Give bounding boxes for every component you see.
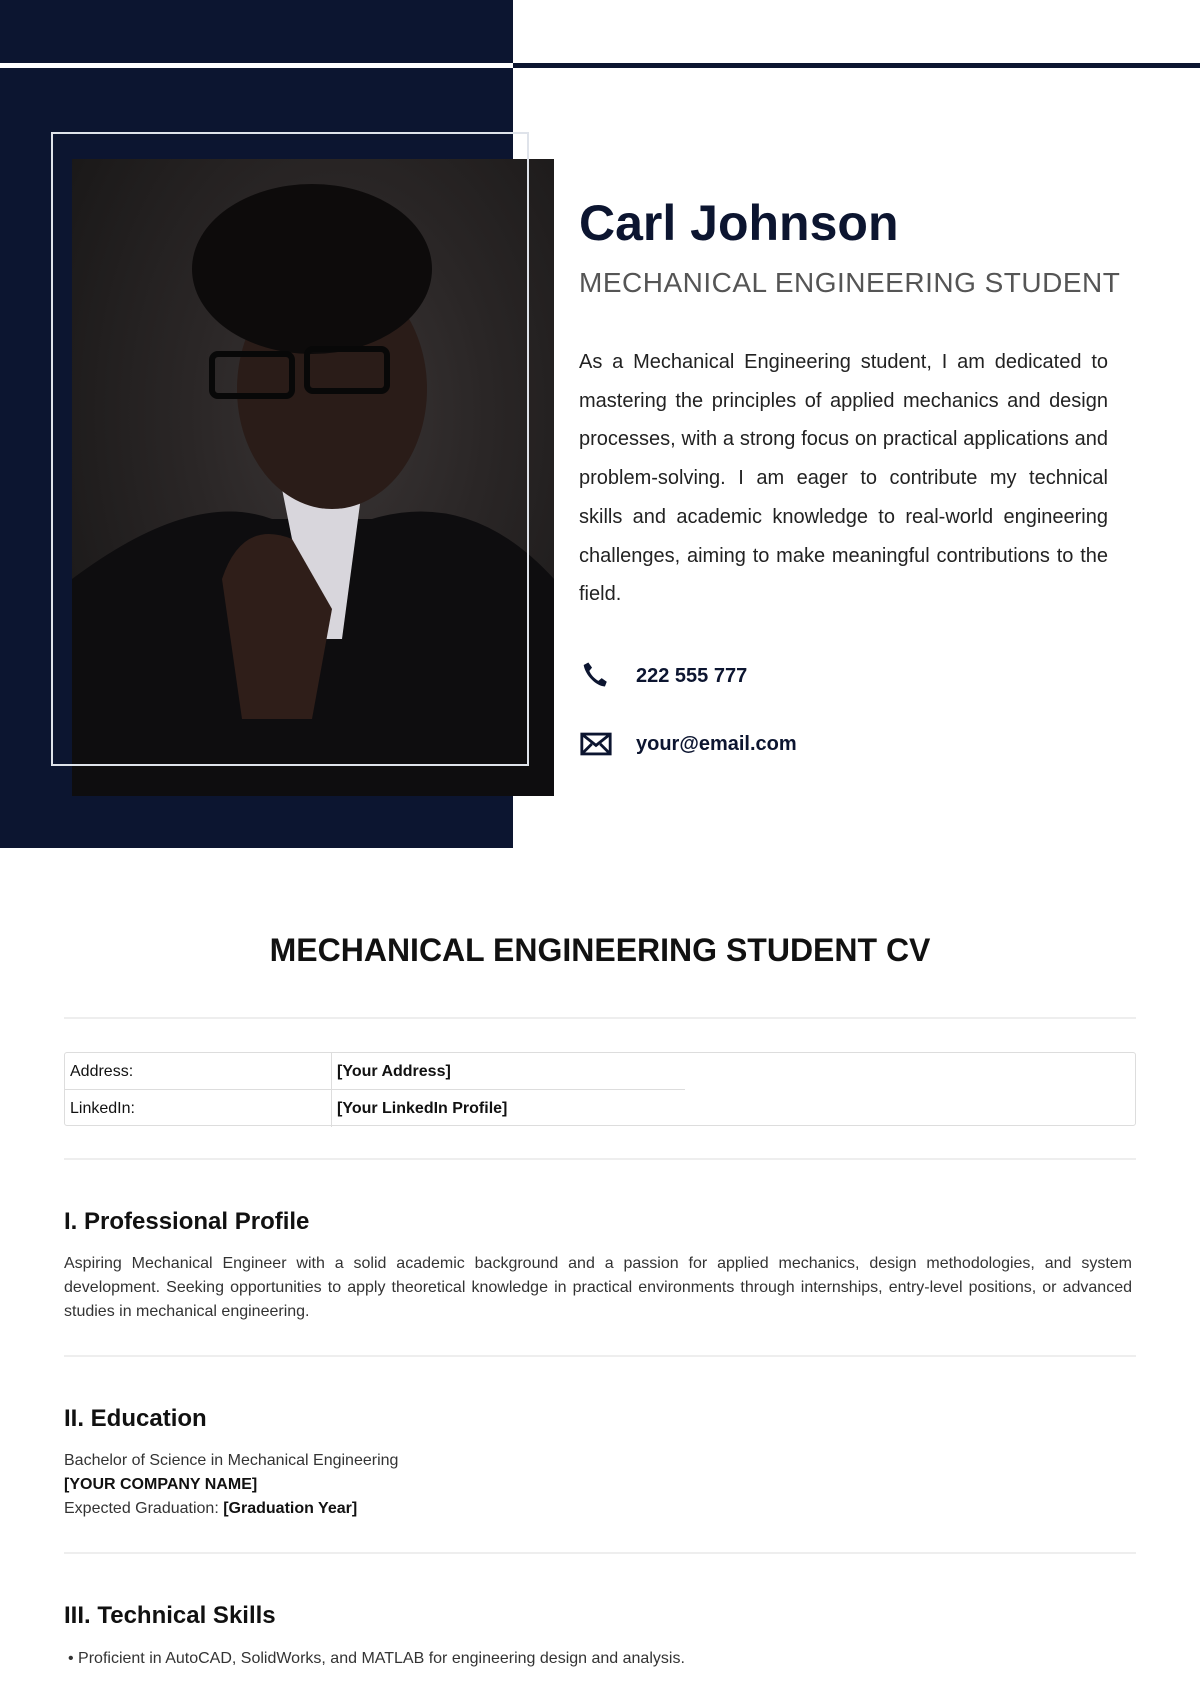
profile-heading: I. Professional Profile bbox=[64, 1208, 310, 1235]
skill-text: Proficient in AutoCAD, SolidWorks, and MATLAB for engineering design and analysis. bbox=[78, 1650, 685, 1667]
phone-contact bbox=[579, 659, 747, 693]
skill-item: • Proficient in AutoCAD, SolidWorks, and MATLAB for engineering design and analysis. bbox=[68, 1650, 685, 1667]
education-heading: II. Education bbox=[64, 1405, 207, 1432]
candidate-name: Carl Johnson bbox=[579, 195, 899, 251]
divider bbox=[64, 1355, 1136, 1357]
phone-number: 222 555 777 bbox=[636, 664, 748, 687]
divider bbox=[64, 1017, 1136, 1019]
email-address: your@email.com bbox=[636, 732, 797, 755]
about-text: As a Mechanical Engineering student, I am dedicated to mastering the principles of applied mechanics and design processes, with a strong focus on practical applications and problem-solving. I am eager to contribute my technical skills and academic knowledge to real-world engineering challenges, aiming to make meaningful contributions to the field. bbox=[579, 351, 1108, 606]
divider bbox=[513, 63, 1200, 68]
linkedin-label: LinkedIn: bbox=[65, 1090, 332, 1127]
email-contact bbox=[579, 727, 797, 761]
contact-info-table bbox=[64, 1052, 1136, 1126]
divider bbox=[64, 1158, 1136, 1160]
divider bbox=[64, 1552, 1136, 1554]
phone-icon bbox=[579, 659, 613, 693]
cv-title: MECHANICAL ENGINEERING STUDENT CV bbox=[269, 932, 931, 968]
photo-frame bbox=[51, 132, 529, 766]
skills-heading: III. Technical Skills bbox=[64, 1602, 276, 1629]
address-label: Address: bbox=[65, 1053, 332, 1090]
linkedin-value: [Your LinkedIn Profile] bbox=[337, 1100, 508, 1117]
education-graduation bbox=[64, 1497, 1132, 1521]
profile-text: Aspiring Mechanical Engineer with a solid academic background and a passion for applied mechanics, design methodologies, and system development. Seeking opportunities to apply theoretical knowledge in practical environments through internships, entry-level positions, or advanced studies in mechanical engineering. bbox=[64, 1255, 1132, 1320]
education-degree: Bachelor of Science in Mechanical Engineering bbox=[64, 1452, 399, 1469]
address-value: [Your Address] bbox=[332, 1053, 685, 1090]
divider bbox=[0, 63, 513, 68]
education-school: [YOUR COMPANY NAME] bbox=[64, 1476, 258, 1493]
graduation-value: [Graduation Year] bbox=[223, 1500, 358, 1517]
graduation-label: Expected Graduation: bbox=[64, 1500, 219, 1517]
candidate-role: MECHANICAL ENGINEERING STUDENT bbox=[579, 267, 1121, 298]
envelope-icon bbox=[579, 727, 613, 761]
